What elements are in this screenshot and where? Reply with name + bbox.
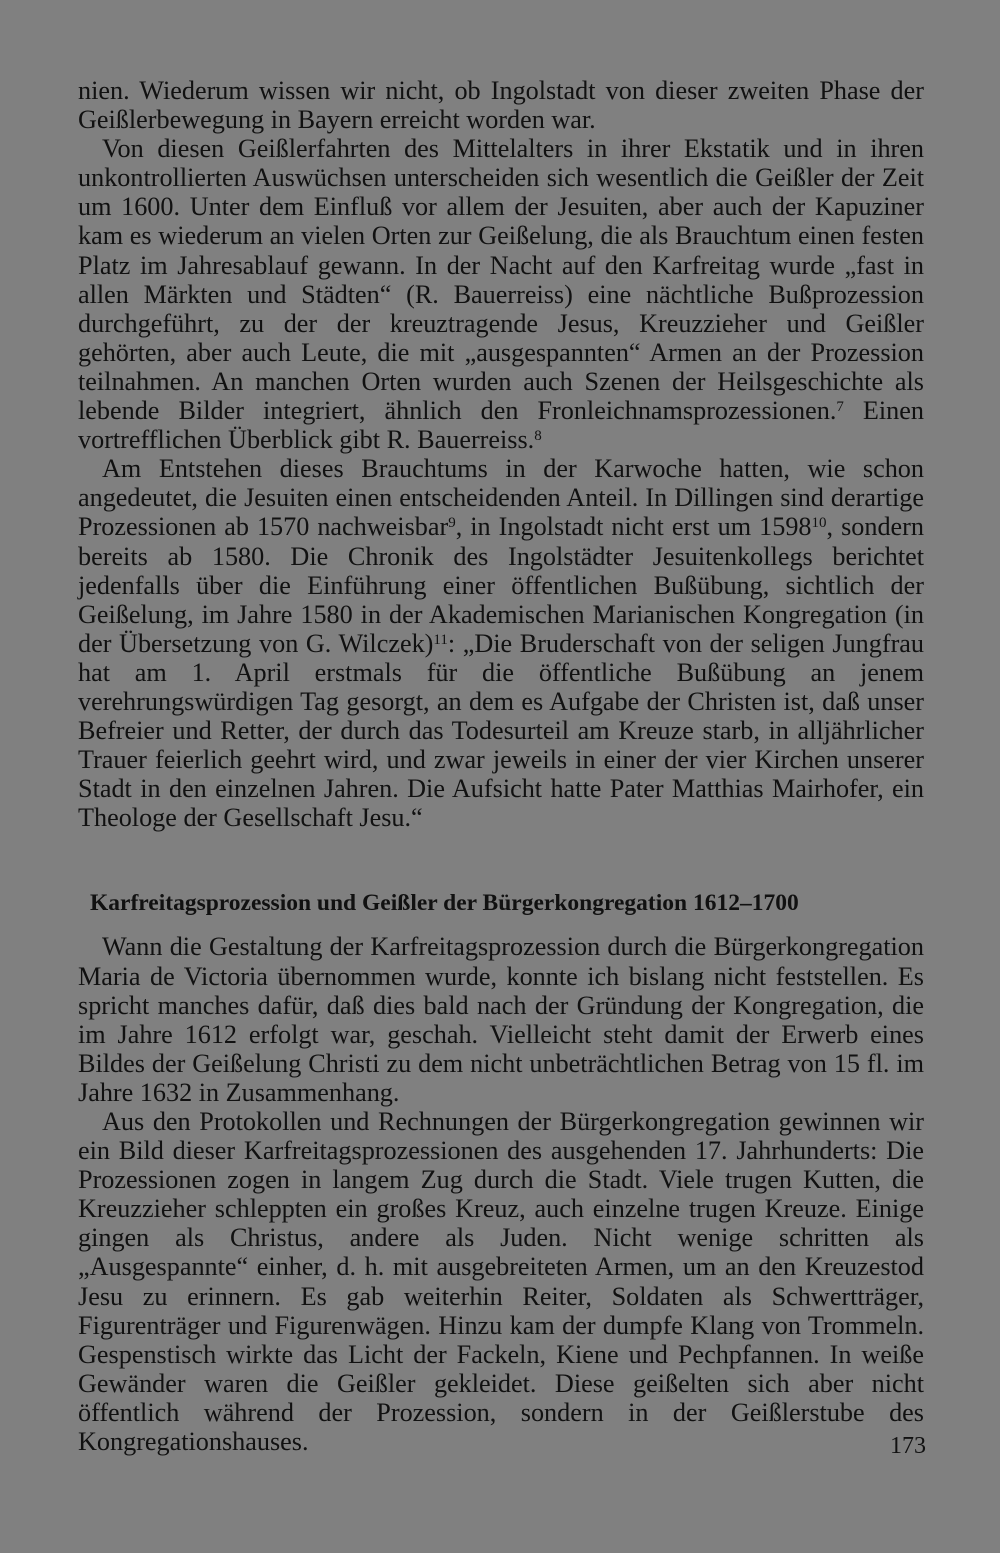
page-body xyxy=(78,76,924,1456)
paragraph-text: Von diesen Geißlerfahrten des Mittelalters in ihrer Ekstatik und in ihren unkontrollierten Auswüchsen unterscheiden sich wesentlich die Geißler der Zeit um 1600. Unter dem Einfluß vor allem der Jesuiten, aber auch der Kapuziner kam es wiederum an vielen Orten zur Geißelung, die als Brauchtum einen festen Platz im Jahresablauf gewann. In der Nacht auf den Karfreitag wurde „fast in allen Märkten und Städten“ (R. Bauerreiss) eine nächtliche Bußprozession durchgeführt, zu der der kreuztragende Jesus, Kreuzzieher und Geißler gehörten, aber auch Leute, die mit „ausgespannten“ Armen an der Prozession teilnahmen. An manchen Orten wurden auch Szenen der Heilsgeschichte als lebende Bilder integriert, ähnlich den Fronleichnamsprozessionen. xyxy=(78,134,924,426)
paragraph-geissler-1600 xyxy=(78,134,924,454)
paragraph-text: : „Die Bruderschaft von der seligen Jungfrau hat am 1. April erstmals für die öffentliche Bußübung an jenem verehrungswürdigen Tag gesorgt, an dem es Aufgabe der Christen ist, daß unser Befreier und Retter, der durch das Todesurteil am Kreuze starb, in alljährlicher Trauer feierlich geehrt wird, und zwar jeweils in einer der vier Kirchen unserer Stadt in den einzelnen Jahren. Die Aufsicht hatte Pater Matthias Mairhofer, ein Theologe der Gesellschaft Jesu.“ xyxy=(78,628,925,833)
paragraph-text: , in Ingolstadt nicht erst um 1598 xyxy=(455,512,812,542)
paragraph-continued xyxy=(78,76,924,134)
footnote-marker: 7 xyxy=(836,398,844,415)
footnote-marker: 11 xyxy=(433,631,448,648)
page-number: 173 xyxy=(890,1433,926,1459)
footnote-marker: 10 xyxy=(811,515,827,532)
footnote-marker: 8 xyxy=(534,427,542,444)
footnote-marker: 9 xyxy=(448,515,456,532)
paragraph-protokolle xyxy=(78,1107,924,1456)
paragraph-text: Wann die Gestaltung der Karfreitagsprozession durch die Bürgerkongregation Maria de Victoria übernommen wurde, konnte ich bislang nicht feststellen. Es spricht manches dafür, daß dies bald nach der Gründung der Kongregation, die im Jahre 1612 erfolgt war, geschah. Vielleicht steht damit der Erwerb eines Bildes der Geißelung Christi zu dem nicht unbeträchtlichen Betrag von 15 fl. im Jahre 1632 in Zusammenhang. xyxy=(78,932,924,1107)
section-heading: Karfreitagsprozession und Geißler der Bürgerkongregation 1612–1700 xyxy=(90,890,799,917)
paragraph-text: Aus den Protokollen und Rechnungen der Bürgerkongregation gewinnen wir ein Bild dieser Karfreitagsprozessionen des ausgehenden 17. Jahrhunderts: Die Prozessionen zogen in langem Zug durch die Stadt. Viele trugen Kutten, die Kreuzzieher schleppten ein großes Kreuz, auch einzelne trugen Kreuze. Einige gingen als Christus, andere als Juden. Nicht wenige schritten als „Ausgespannte“ einher, d. h. mit ausgebreiteten Armen, um an den Kreuzestod Jesu zu erinnern. Es gab weiterhin Reiter, Soldaten als Schwertträger, Figurenträger und Figurenwägen. Hinzu kam der dumpfe Klang von Trommeln. Gespenstisch wirkte das Licht der Fackeln, Kiene und Pechpfannen. In weiße Gewänder waren die Geißler gekleidet. Diese geißelten sich aber nicht öffentlich während der Prozession, sondern in der Geißlerstube des Kongregationshauses. xyxy=(78,1107,924,1457)
paragraph-jesuiten xyxy=(78,454,924,832)
paragraph-text: nien. Wiederum wissen wir nicht, ob Ingolstadt von dieser zweiten Phase der Geißlerbewegung in Bayern erreicht worden war. xyxy=(78,76,924,135)
paragraph-buergerkongregation xyxy=(78,932,924,1107)
paragraph-text: , sondern bereits ab 1580. Die Chronik des Ingolstädter Jesuitenkollegs berichtet jedenfalls über die Einführung einer öffentlichen Bußübung, sichtlich der Geißelung, im Jahre 1580 in der Akademischen Marianischen Kongregation (in der Übersetzung von G. Wilczek) xyxy=(78,512,924,658)
paragraph-text: Am Entstehen dieses Brauchtums in der Karwoche hatten, wie schon angedeutet, die Jesuiten einen entscheidenden Anteil. In Dillingen sind derartige Prozessionen ab 1570 nachweisbar xyxy=(78,454,924,542)
paragraph-text: Einen vortrefflichen Überblick gibt R. Bauerreiss. xyxy=(78,396,924,455)
